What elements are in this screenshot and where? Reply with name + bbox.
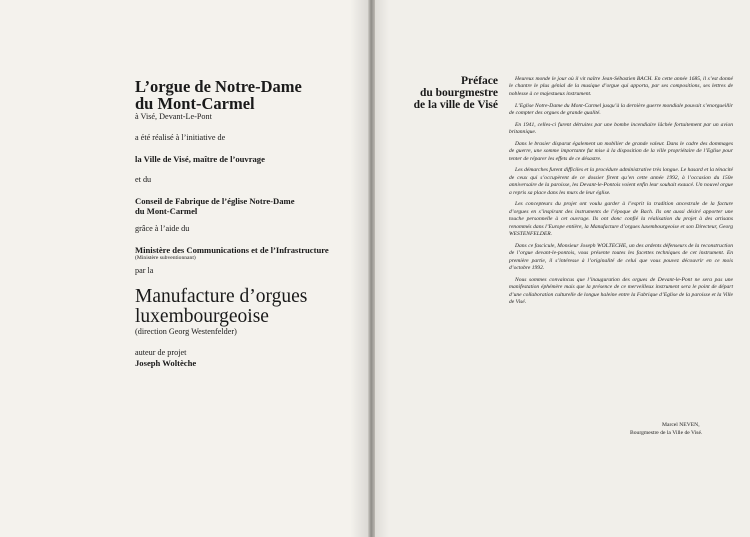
paragraph: L’Eglise Notre-Dame du Mont-Carmel jusqu’à la dernière guerre mondiale pouvait s’enorgueillir de compter des orgues de grande qualité. [509, 102, 733, 116]
preface-heading [395, 75, 498, 111]
credits-block [135, 78, 360, 368]
paragraph: Les démarches furent difficiles et la procédure administrative très longue. Le hasard et la ténacité de ceux qui s’occupèrent de ce dossier firent qu’en cette année 1992, à l’occasion du 150e anniversaire de la paroisse, les Devant-le-Pontois voient enfin leur souhait exaucé. Un nouvel orgue a repris sa place dans les murs de leur église. [509, 167, 733, 196]
direction: (direction Georg Westenfelder) [135, 327, 237, 336]
organ-title-line2: du Mont-Carmel [135, 94, 255, 113]
left-page [0, 0, 368, 537]
binding-gutter [368, 0, 375, 537]
thanks-intro: grâce à l’aide du [135, 224, 190, 233]
preface-heading-line3: de la ville de Visé [413, 99, 498, 111]
paragraph: Les concepteurs du projet ont voulu garder à l’esprit la tradition ancestrale de la facture d’orgues en s’inspirant des instruments de l’époque de Bach. Ils ont aussi désiré apporter une touche personnelle à cet ouvrage. Ils ont donc confié la réalisation du projet à des artisans renommés dans l’Europe entière, la Manufacture d’orgues luxembourgeoise et son Directeur, Georg WESTENFELDER. [509, 201, 733, 238]
by-connector: par la [135, 266, 154, 275]
paragraph: Dans le brasier disparut également un mobilier de grande valeur. Dans le cadre des dommages de guerre, une somme importante fut mise à la disposition de la ville propriétaire de l’Eglise pour tenter de réparer les effets de ce désastre. [509, 140, 733, 162]
signature-role: Bourgmestre de la Ville de Visé. [630, 429, 703, 436]
manufacture-line1: Manufacture d’orgues [135, 286, 308, 307]
paragraph: Dans ce fascicule, Monsieur Joseph WOLTECHE, un des ardents défenseurs de la reconstruction de l’orgue devant-le-pontois, vous présente toutes les facettes techniques de cet instrument. En première partie, il s’intéresse à l’originalité de celui que vous pouvez découvrir en ce mois d’octobre 1992. [509, 242, 733, 272]
council-line1: Conseil de Fabrique de l’église Notre-Dame [135, 196, 295, 206]
initiative-intro: a été réalisé à l’initiative de [135, 133, 226, 142]
initiator: la Ville de Visé, maître de l’ouvrage [135, 154, 265, 164]
preface-heading-line2: du bourgmestre [419, 87, 498, 99]
paragraph: En 1941, celles-ci furent détruites par une bombe incendiaire lâchée fortuitement par un avion britannique. [509, 121, 733, 136]
signature-block [630, 422, 742, 437]
council-line2: du Mont-Carmel [135, 206, 198, 216]
manufacture-line2: luxembourgeoise [135, 306, 269, 327]
paragraph: Nous sommes convaincus que l’inauguration des orgues de Devant-le-Pont ne sera pas une manifestation éphémère mais que la présence de ce merveilleux instrument sera le point de départ d’une collaboration culturelle de longue haleine entre la Fabrique d’Eglise de la paroisse et la Ville de Visé. [509, 276, 733, 306]
paragraph: Heureux monde le jour où il vit naître Jean-Sébastien BACH. En cette année 1685, il s’est donné le chantre le plus génial de la musique d’orgue qui apporta, par ses compositions, ses lettres de noblesse à ce majestueux instrument. [509, 76, 733, 97]
signature-name: Marcel NEVEN, [662, 422, 700, 428]
author-label: auteur de projet [135, 348, 187, 357]
ministry: Ministère des Communications et de l’Infrastructure [135, 245, 329, 255]
organ-title-line1: L’orgue de Notre-Dame [135, 77, 302, 96]
page-fold-shadow [375, 0, 389, 537]
preface-heading-line1: Préface [460, 75, 498, 87]
and-connector: et du [135, 175, 152, 184]
location: à Visé, Devant-Le-Pont [135, 112, 212, 121]
preface-body [509, 76, 733, 311]
author-name: Joseph Woltèche [135, 358, 197, 368]
ministry-note: (Ministère subventionnant) [135, 255, 196, 261]
